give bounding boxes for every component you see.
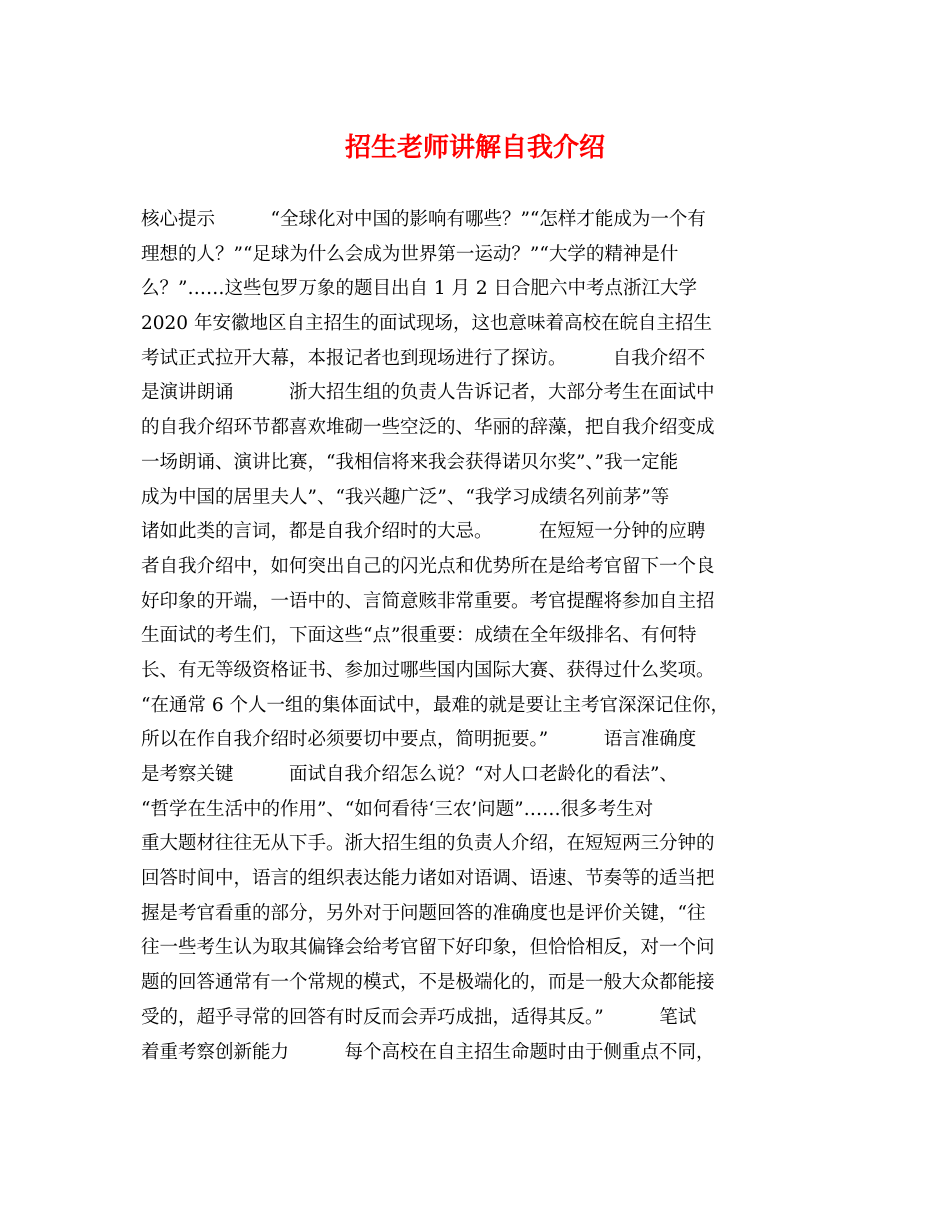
- body-line: 是考察关键 面试自我介绍怎么说？“对人口老龄化的看法”、: [141, 764, 678, 785]
- body-line: 一场朗诵、演讲比赛，“我相信将来我会获得诺贝尔奖”、”我一定能: [141, 451, 679, 473]
- body-line: 好印象的开端，一语中的、言简意赅非常重要。考官提醒将参加自主招: [141, 590, 715, 612]
- body-line: 2020 年安徽地区自主招生的面试现场，这也意味着高校在皖自主招生: [141, 313, 712, 335]
- body-line: 长、有无等级资格证书、参加过哪些国内国际大赛、获得过什么奖项。: [141, 659, 715, 681]
- body-line: 题的回答通常有一个常规的模式，不是极端化的，而是一般大众都能接: [141, 972, 715, 994]
- body-line: 所以在作自我介绍时必须要切中要点，简明扼要。” 语言准确度: [141, 729, 697, 751]
- body-line: 握是考官看重的部分，另外对于问题回答的准确度也是评价关键，“往: [141, 902, 706, 924]
- body-line: 的自我介绍环节都喜欢堆砌一些空泛的、华丽的辞藻，把自我介绍变成: [141, 417, 715, 439]
- body-line: 核心提示 “全球化对中国的影响有哪些？”“怎样才能成为一个有: [141, 209, 706, 230]
- document-title: 招生老师讲解自我介绍: [344, 133, 605, 163]
- body-line: 者自我介绍中，如何突出自己的闪光点和优势所在是给考官留下一个良: [141, 555, 715, 577]
- body-line: 重大题材往往无从下手。浙大招生组的负责人介绍，在短短两三分钟的: [141, 833, 715, 855]
- body-line: 是演讲朗诵 浙大招生组的负责人告诉记者，大部分考生在面试中: [141, 382, 715, 404]
- body-line: 受的，超乎寻常的回答有时反而会弄巧成拙，适得其反。” 笔试: [141, 1006, 697, 1028]
- body-line: 往一些考生认为取其偏锋会给考官留下好印象，但恰恰相反，对一个问: [141, 937, 715, 959]
- body-line: 成为中国的居里夫人”、“我兴趣广泛”、“我学习成绩名列前茅”等: [141, 486, 670, 508]
- body-line: 么？”……这些包罗万象的题目出自 1 月 2 日合肥六中考点浙江大学: [141, 278, 698, 300]
- body-line: 着重考察创新能力 每个高校在自主招生命题时由于侧重点不同，: [141, 1041, 715, 1063]
- body-line: “哲学在生活中的作用”、“如何看待‘三农’问题”……很多考生对: [141, 798, 654, 820]
- body-line: 诸如此类的言词，都是自我介绍时的大忌。 在短短一分钟的应聘: [141, 521, 706, 543]
- body-line: 理想的人？”“足球为什么会成为世界第一运动？”“大学的精神是什: [141, 243, 679, 265]
- body-line: “在通常 6 个人一组的集体面试中，最难的就是要让主考官深深记住你，: [141, 694, 729, 716]
- body-line: 生面试的考生们，下面这些“点”很重要：成绩在全年级排名、有何特: [141, 625, 697, 647]
- body-line: 考试正式拉开大幕，本报记者也到现场进行了探访。 自我介绍不: [141, 347, 706, 369]
- document-body: [141, 203, 831, 1070]
- body-line: 回答时间中，语言的组织表达能力诸如对语调、语速、节奏等的适当把: [141, 868, 715, 890]
